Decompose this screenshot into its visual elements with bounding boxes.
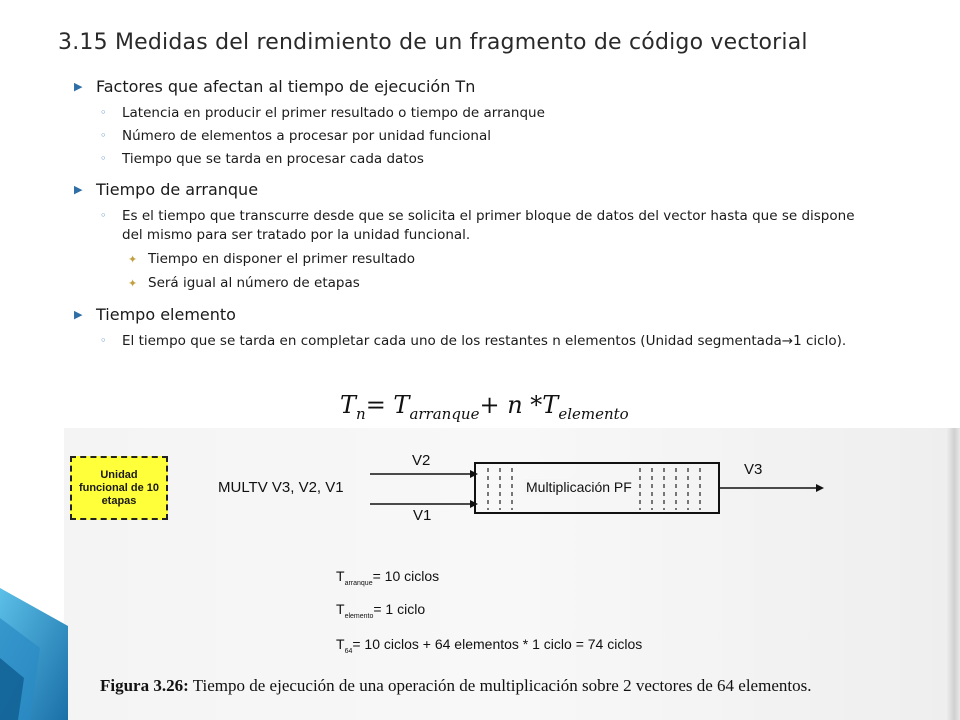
pipeline-unit-box [474, 462, 720, 514]
element-time-equation [336, 601, 426, 620]
list-item-text: El tiempo que se tarda en completar cada uno de los restantes n elementos (Unidad segmentada→1 ciclo). [122, 333, 847, 349]
ring-bullet-icon: ◦ [100, 106, 107, 119]
formula-term2-sub: elemento [558, 405, 629, 423]
formula-term1: = T [365, 391, 410, 419]
ring-bullet-icon: ◦ [100, 209, 107, 222]
list-item-text: Es el tiempo que transcurre desde que se solicita el primer bloque de datos del vector hasta que se dispone del mismo para ser tratado por la unidad funcional. [122, 208, 855, 243]
vector-instruction: MULTV V3, V2, V1 [218, 479, 344, 496]
eq-value: = 1 ciclo [373, 601, 426, 617]
total-time-equation [336, 636, 643, 655]
eq-symbol: T [336, 568, 345, 584]
figure-caption [100, 676, 940, 696]
section-heading-elemento [74, 302, 864, 328]
eq-sub: elemento [344, 613, 374, 620]
star-bullet-icon: ✦ [128, 253, 138, 266]
section-heading-arranque [74, 177, 864, 203]
slide-title: 3.15 Medidas del rendimiento de un fragmento de código vectorial [58, 30, 808, 55]
triangle-bullet-icon: ▶ [74, 80, 83, 93]
list-item [74, 127, 864, 146]
input-v2-label: V2 [412, 452, 431, 469]
list-item-text: Latencia en producir el primer resultado o tiempo de arranque [122, 105, 545, 121]
section-heading-text: Factores que afectan al tiempo de ejecución Tn [96, 77, 476, 96]
eq-value: = 10 ciclos + 64 elementos * 1 ciclo = 74 ciclos [352, 636, 643, 652]
slide-content [74, 74, 864, 355]
list-item-text: Tiempo que se tarda en procesar cada datos [122, 151, 424, 167]
list-item [74, 104, 864, 123]
pipeline-stages-callout: Unidad funcional de 10 etapas [70, 456, 168, 520]
figure-caption-text: Tiempo de ejecución de una operación de multiplicación sobre 2 vectores de 64 elementos. [188, 676, 812, 695]
formula-term1-sub: arranque [409, 405, 480, 423]
ring-bullet-icon: ◦ [100, 129, 107, 142]
sub-list-item [74, 250, 864, 269]
formula-lhs: T [340, 391, 357, 419]
pipeline-unit-label: Multiplicación PF [526, 479, 632, 495]
decorative-corner-graphic [0, 578, 68, 720]
eq-value: = 10 ciclos [372, 568, 440, 584]
execution-time-formula [340, 391, 629, 423]
section-heading-text: Tiempo de arranque [96, 180, 259, 199]
section-heading-text: Tiempo elemento [96, 305, 236, 324]
figure-caption-label: Figura 3.26: [100, 676, 189, 695]
list-item [74, 332, 864, 351]
eq-sub: arranque [344, 580, 373, 587]
eq-symbol: T [336, 636, 345, 652]
star-bullet-icon: ✦ [128, 277, 138, 290]
list-item [74, 150, 864, 169]
input-v1-label: V1 [413, 507, 432, 524]
scan-page-edge [946, 428, 960, 720]
sub-list-item [74, 274, 864, 293]
output-v3-label: V3 [744, 461, 763, 478]
list-item-text: Número de elementos a procesar por unidad funcional [122, 128, 491, 144]
formula-term2: + n *T [479, 391, 559, 419]
triangle-bullet-icon: ▶ [74, 183, 83, 196]
sub-list-item-text: Tiempo en disponer el primer resultado [148, 251, 416, 267]
eq-sub: 64 [344, 648, 353, 655]
startup-time-equation [336, 568, 440, 587]
section-heading-factores [74, 74, 864, 100]
ring-bullet-icon: ◦ [100, 152, 107, 165]
sub-list-item-text: Será igual al número de etapas [148, 275, 360, 291]
triangle-bullet-icon: ▶ [74, 308, 83, 321]
ring-bullet-icon: ◦ [100, 334, 107, 347]
list-item [74, 207, 864, 245]
eq-symbol: T [336, 601, 345, 617]
formula-lhs-sub: n [356, 405, 366, 423]
